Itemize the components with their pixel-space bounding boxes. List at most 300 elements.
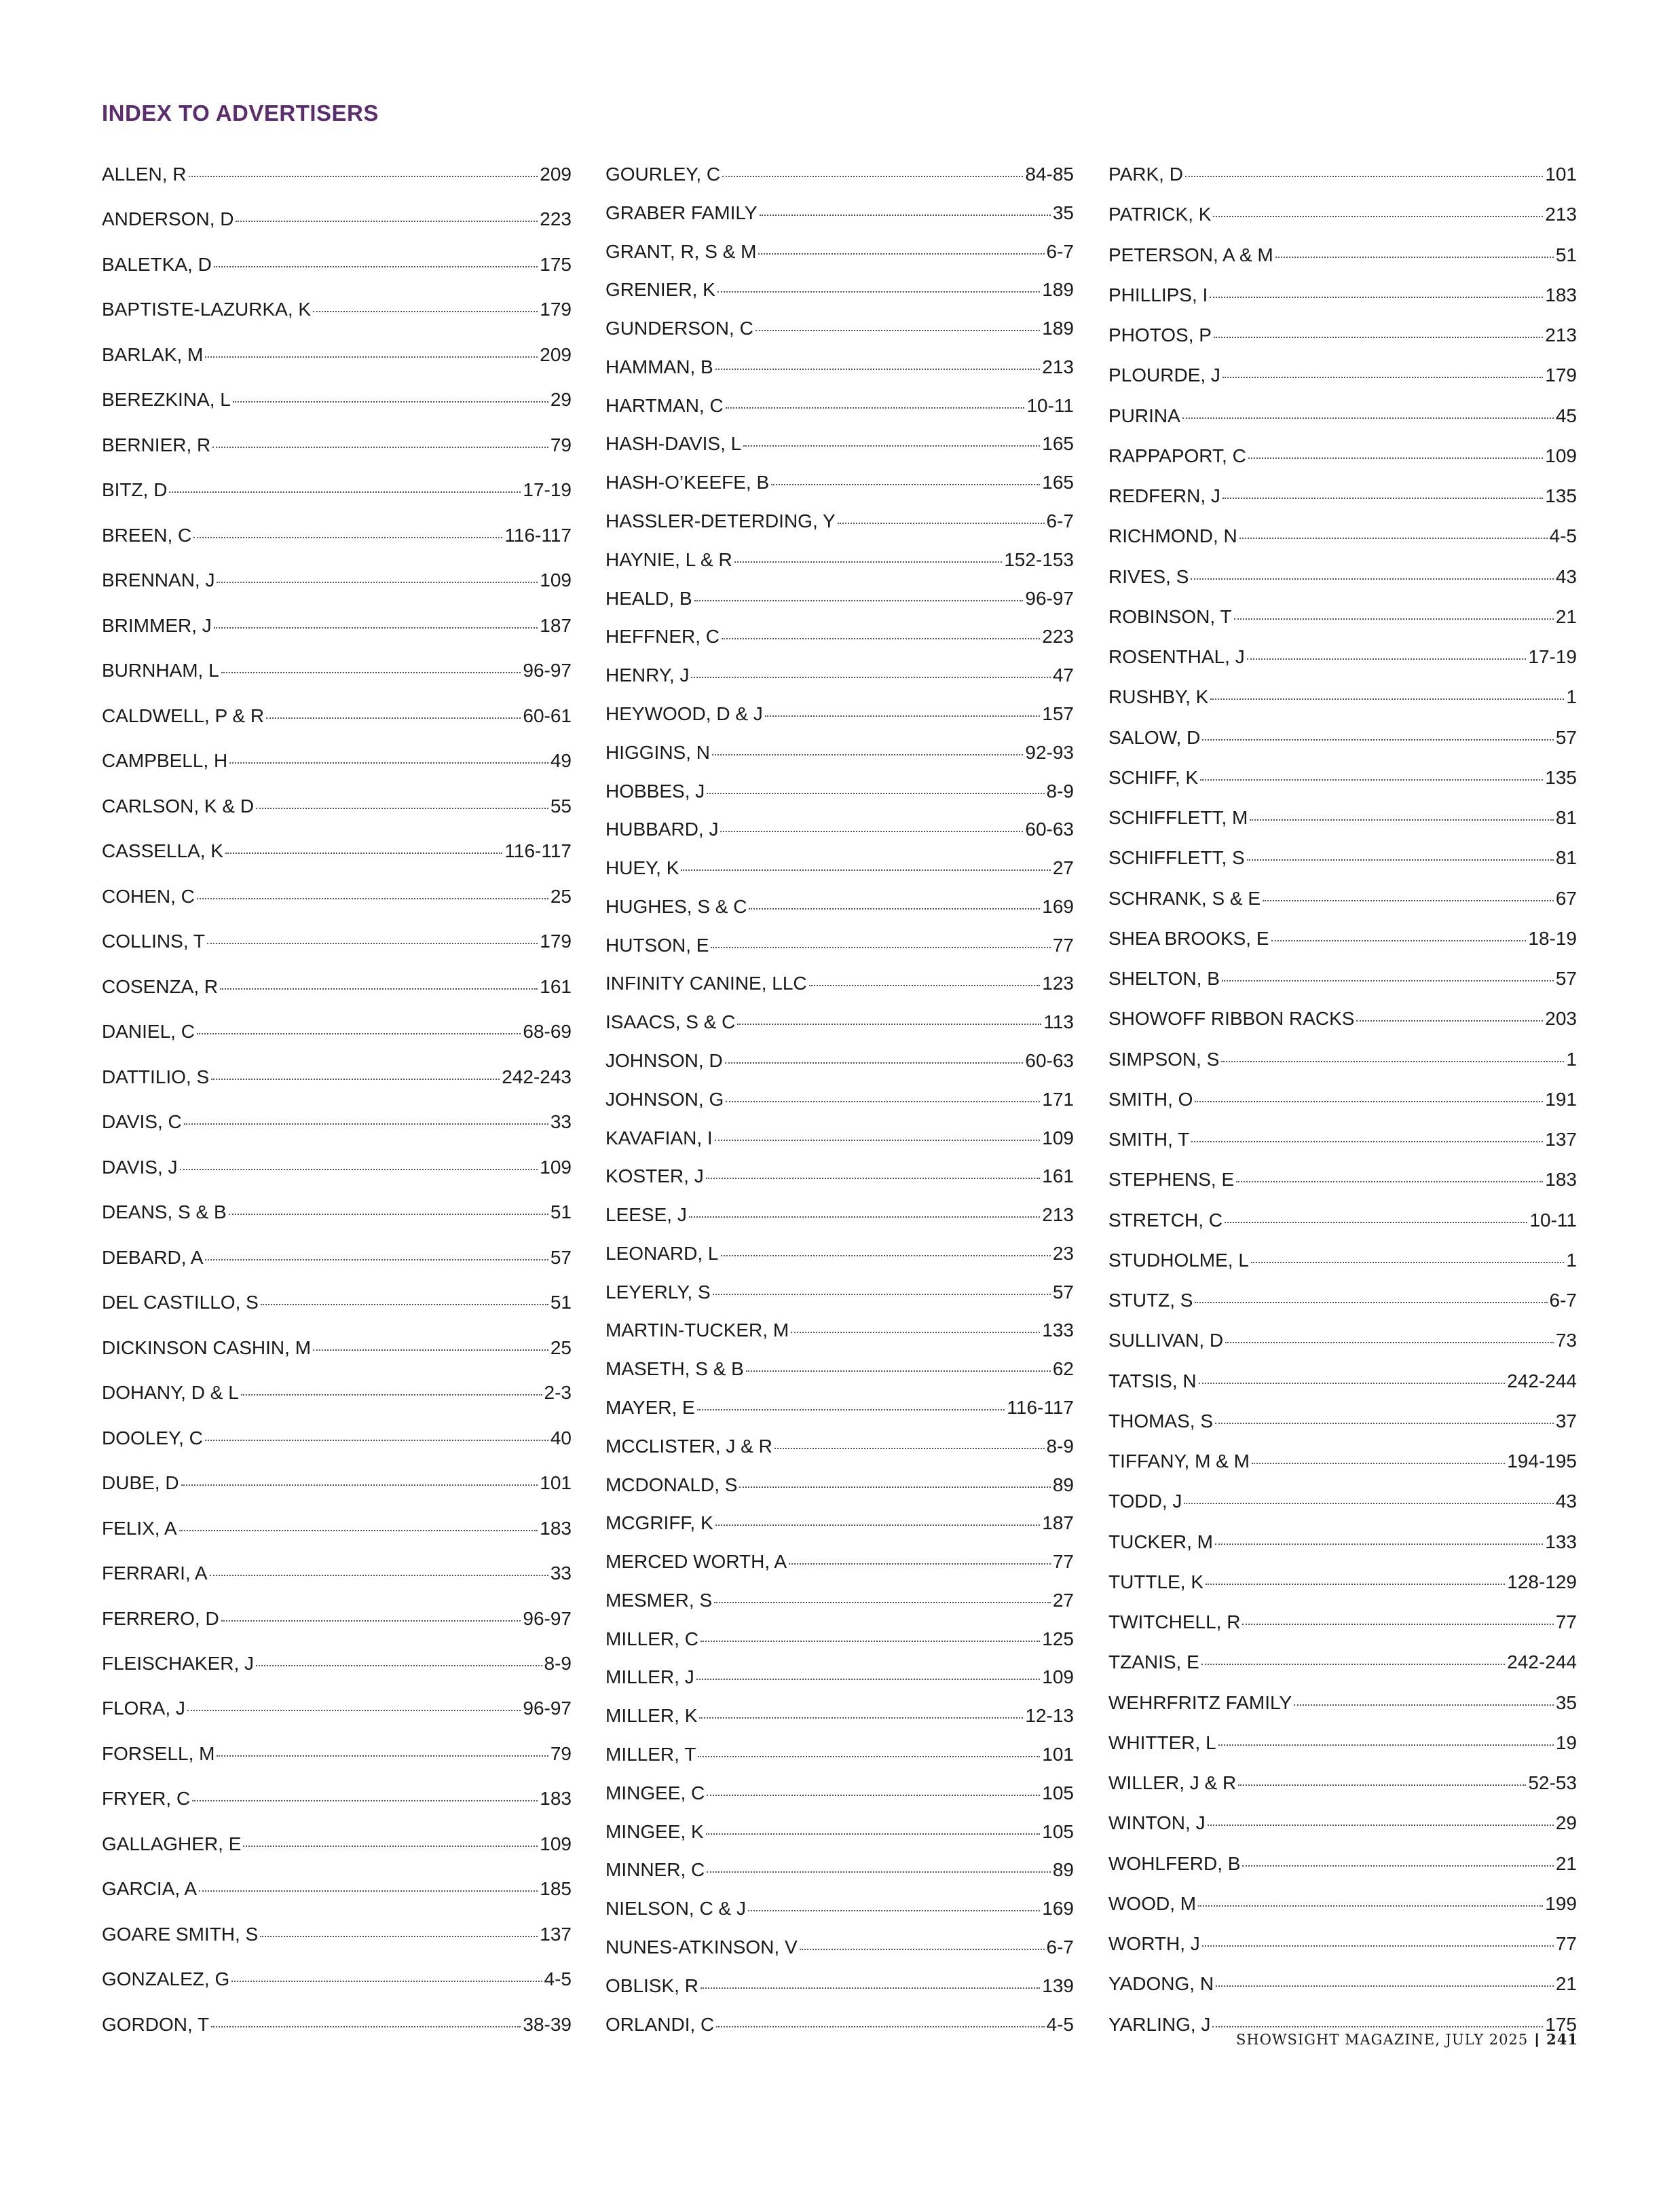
advertiser-name: PARK, D — [1108, 164, 1183, 185]
dot-leader — [1242, 1865, 1553, 1867]
index-entry — [1108, 1410, 1577, 1433]
dot-leader — [1247, 859, 1554, 861]
page-reference: 23 — [1052, 1242, 1074, 1264]
page-reference: 213 — [1042, 356, 1074, 377]
index-entry — [1108, 1370, 1577, 1393]
advertiser-name: PHOTOS, P — [1108, 324, 1212, 345]
page-reference: 194-195 — [1507, 1451, 1577, 1472]
index-entry — [102, 975, 572, 998]
advertiser-name: MILLER, T — [605, 1744, 696, 1765]
index-entry — [1108, 1732, 1577, 1755]
dot-leader — [212, 447, 548, 448]
page-reference: 96-97 — [1025, 587, 1074, 609]
page-reference: 35 — [1052, 202, 1074, 223]
index-entry — [102, 705, 572, 728]
dot-leader — [765, 715, 1040, 717]
dot-leader — [205, 356, 538, 358]
index-entry — [1108, 1691, 1577, 1715]
index-entry — [102, 1787, 572, 1810]
index-entry — [102, 885, 572, 908]
advertiser-name: BREEN, C — [102, 524, 192, 546]
page-reference: 139 — [1042, 1975, 1074, 1996]
dot-leader — [1215, 1543, 1543, 1545]
advertiser-name: GRABER FAMILY — [605, 202, 758, 223]
page-reference: 135 — [1545, 485, 1577, 506]
index-entry — [1108, 766, 1577, 789]
dot-leader — [739, 1486, 1050, 1488]
index-entry — [1108, 284, 1577, 307]
advertiser-name: DICKINSON CASHIN, M — [102, 1336, 312, 1358]
index-entry — [605, 356, 1074, 379]
index-entry — [605, 1165, 1074, 1188]
page-reference: 171 — [1042, 1088, 1074, 1110]
advertiser-name: PURINA — [1108, 405, 1180, 426]
index-entry — [1108, 565, 1577, 588]
page-reference: 55 — [550, 795, 572, 817]
index-entry — [102, 1833, 572, 1856]
page-reference: 6-7 — [1549, 1290, 1577, 1311]
dot-leader — [726, 1101, 1040, 1102]
index-entry — [605, 163, 1074, 186]
index-entry — [605, 2013, 1074, 2036]
index-entry — [605, 703, 1074, 726]
advertiser-name: FLORA, J — [102, 1698, 185, 1719]
page-reference: 116-117 — [1007, 1397, 1074, 1418]
page-reference: 213 — [1545, 204, 1577, 225]
advertiser-name: MESMER, S — [605, 1589, 713, 1611]
page-reference: 57 — [1555, 726, 1577, 748]
dot-leader — [722, 638, 1040, 639]
index-entry — [102, 1336, 572, 1360]
page-reference: 29 — [550, 389, 572, 411]
page-reference: 51 — [1555, 244, 1577, 265]
dot-leader — [1239, 538, 1548, 539]
page-reference: 1 — [1566, 1249, 1577, 1271]
advertiser-name: DEANS, S & B — [102, 1201, 227, 1223]
advertiser-name: HASSLER-DETERDING, Y — [605, 510, 836, 532]
advertiser-name: FRYER, C — [102, 1788, 191, 1810]
dot-leader — [197, 1033, 521, 1034]
page-reference: 183 — [1545, 284, 1577, 305]
page-reference: 51 — [550, 1292, 572, 1313]
page-reference: 17-19 — [523, 479, 572, 501]
dot-leader — [184, 1123, 548, 1125]
index-entry — [605, 1281, 1074, 1304]
index-entry — [102, 1427, 572, 1450]
advertiser-name: DOOLEY, C — [102, 1427, 203, 1448]
footer-page-number: 241 — [1546, 2031, 1578, 2048]
advertiser-name: KAVAFIAN, I — [605, 1127, 713, 1148]
index-entry — [102, 208, 572, 231]
page-reference: 183 — [540, 1517, 572, 1539]
dot-leader — [707, 793, 1044, 794]
page-reference: 43 — [1555, 1491, 1577, 1512]
dot-leader — [1225, 1342, 1554, 1343]
advertiser-name: PHILLIPS, I — [1108, 284, 1208, 305]
index-entry — [1108, 203, 1577, 226]
dot-leader — [758, 253, 1044, 255]
page-reference: 105 — [1042, 1782, 1074, 1803]
index-entry — [1108, 1651, 1577, 1674]
page-reference: 77 — [1052, 934, 1074, 956]
index-entry — [1108, 525, 1577, 548]
page-reference: 109 — [540, 1833, 572, 1854]
dot-leader — [1210, 297, 1543, 298]
advertiser-name: GOARE SMITH, S — [102, 1923, 259, 1945]
dot-leader — [266, 717, 521, 719]
advertiser-name: WEHRFRITZ FAMILY — [1108, 1691, 1292, 1713]
advertiser-name: WILLER, J & R — [1108, 1772, 1237, 1793]
index-entry — [102, 524, 572, 547]
page-reference: 109 — [540, 1156, 572, 1178]
page-reference: 29 — [1555, 1812, 1577, 1834]
dot-leader — [313, 1349, 548, 1351]
dot-leader — [193, 537, 502, 538]
advertiser-name: HUTSON, E — [605, 934, 709, 956]
index-entry — [1108, 1128, 1577, 1151]
advertiser-name: HEALD, B — [605, 587, 692, 609]
index-entry — [605, 818, 1074, 841]
index-entry — [1108, 405, 1577, 428]
index-entry — [1108, 1329, 1577, 1352]
advertiser-name: THOMAS, S — [1108, 1410, 1214, 1432]
advertiser-name: BRIMMER, J — [102, 614, 212, 636]
index-entry — [1108, 1289, 1577, 1312]
index-entry — [605, 587, 1074, 610]
index-entry — [605, 1782, 1074, 1805]
advertiser-name: OBLISK, R — [605, 1975, 698, 1996]
dot-leader — [749, 908, 1040, 910]
index-entry — [102, 298, 572, 321]
index-entry — [1108, 967, 1577, 990]
index-entry — [605, 394, 1074, 417]
advertiser-name: RIVES, S — [1108, 565, 1189, 587]
advertiser-name: NIELSON, C & J — [605, 1898, 746, 1920]
dot-leader — [694, 600, 1024, 601]
advertiser-name: RUSHBY, K — [1108, 686, 1209, 708]
dot-leader — [1236, 1181, 1543, 1182]
advertiser-name: ROBINSON, T — [1108, 605, 1232, 627]
index-entry — [1108, 1450, 1577, 1473]
index-entry — [1108, 485, 1577, 508]
index-entry — [605, 1203, 1074, 1227]
dot-leader — [233, 401, 548, 403]
advertiser-name: PETERSON, A & M — [1108, 244, 1273, 265]
page-reference: 109 — [1042, 1127, 1074, 1148]
dot-leader — [1247, 658, 1527, 660]
advertiser-name: MILLER, J — [605, 1666, 694, 1688]
page-reference: 81 — [1555, 847, 1577, 869]
advertiser-name: TATSIS, N — [1108, 1370, 1197, 1391]
page-reference: 135 — [1545, 766, 1577, 788]
advertiser-name: MINGEE, K — [605, 1820, 704, 1842]
index-entry — [605, 1550, 1074, 1573]
dot-leader — [1206, 1584, 1505, 1585]
advertiser-name: HENRY, J — [605, 665, 690, 686]
dot-leader — [681, 869, 1050, 871]
dot-leader — [241, 1394, 542, 1396]
page-reference: 175 — [1545, 2013, 1577, 2035]
advertiser-name: STEPHENS, E — [1108, 1169, 1235, 1191]
advertiser-name: WOOD, M — [1108, 1892, 1197, 1914]
page-reference: 40 — [550, 1427, 572, 1448]
page-reference: 21 — [1555, 605, 1577, 627]
page-reference: 89 — [1052, 1474, 1074, 1495]
advertiser-name: ROSENTHAL, J — [1108, 646, 1245, 667]
page-reference: 169 — [1042, 895, 1074, 917]
page-reference: 52-53 — [1528, 1772, 1577, 1793]
index-entry — [102, 1156, 572, 1179]
advertiser-name: KOSTER, J — [605, 1165, 704, 1187]
page-reference: 101 — [540, 1472, 572, 1494]
index-entry — [605, 972, 1074, 995]
index-entry — [102, 1472, 572, 1495]
advertiser-name: DAVIS, J — [102, 1156, 178, 1178]
dot-leader — [221, 1620, 521, 1622]
dot-leader — [1234, 618, 1554, 620]
page-reference: 84-85 — [1025, 164, 1074, 185]
advertiser-name: TZANIS, E — [1108, 1651, 1199, 1673]
page-reference: 187 — [1042, 1512, 1074, 1534]
advertiser-name: COHEN, C — [102, 885, 195, 907]
advertiser-name: ISAACS, S & C — [605, 1011, 736, 1033]
advertiser-name: REDFERN, J — [1108, 485, 1220, 506]
page-reference: 67 — [1555, 887, 1577, 909]
dot-leader — [1238, 1784, 1526, 1786]
advertiser-name: FORSELL, M — [102, 1742, 215, 1764]
dot-leader — [1218, 1744, 1554, 1746]
dot-leader — [707, 1795, 1040, 1796]
dot-leader — [774, 1448, 1045, 1449]
index-column-1 — [102, 163, 572, 2036]
page-reference: 165 — [1042, 472, 1074, 493]
dot-leader — [715, 1524, 1041, 1526]
index-entry — [605, 1743, 1074, 1766]
dot-leader — [229, 1214, 548, 1215]
advertiser-name: GALLAGHER, E — [102, 1833, 242, 1854]
index-entry — [102, 795, 572, 818]
dot-leader — [211, 2026, 521, 2027]
index-entry — [102, 569, 572, 592]
advertiser-name: STRETCH, C — [1108, 1209, 1222, 1231]
index-entry — [605, 278, 1074, 301]
page-reference: 6-7 — [1046, 240, 1074, 262]
index-entry — [1108, 1531, 1577, 1554]
page-reference: 43 — [1555, 565, 1577, 587]
advertiser-name: GONZALEZ, G — [102, 1968, 230, 1990]
advertiser-name: NUNES-ATKINSON, V — [605, 1936, 798, 1958]
dot-leader — [721, 1255, 1051, 1256]
advertiser-name: MCGRIFF, K — [605, 1512, 713, 1534]
index-entry — [102, 479, 572, 502]
advertiser-name: HOBBES, J — [605, 780, 705, 802]
page-reference: 8-9 — [1046, 780, 1074, 802]
page-reference: 183 — [1545, 1169, 1577, 1191]
advertiser-name: GRANT, R, S & M — [605, 240, 757, 262]
dot-leader — [313, 311, 538, 312]
dot-leader — [838, 523, 1045, 524]
index-entry — [102, 1968, 572, 1991]
index-entry — [102, 749, 572, 772]
page-reference: 47 — [1052, 665, 1074, 686]
dot-leader — [689, 1216, 1040, 1218]
index-entry — [605, 1396, 1074, 1419]
index-entry — [605, 895, 1074, 918]
index-entry — [1108, 846, 1577, 869]
dot-leader — [236, 221, 538, 222]
dot-leader — [261, 1304, 548, 1305]
page-reference: 12-13 — [1025, 1705, 1074, 1727]
page-reference: 10-11 — [1529, 1209, 1577, 1231]
index-entry — [605, 1011, 1074, 1034]
page-reference: 185 — [540, 1878, 572, 1900]
advertiser-name: HIGGINS, N — [605, 741, 711, 763]
index-entry — [1108, 1611, 1577, 1634]
dot-leader — [706, 1833, 1041, 1835]
index-entry — [1108, 1892, 1577, 1915]
advertiser-name: HAYNIE, L & R — [605, 548, 732, 570]
dot-leader — [771, 484, 1040, 485]
page-reference: 62 — [1052, 1358, 1074, 1380]
dot-leader — [698, 1756, 1040, 1757]
page-reference: 21 — [1555, 1973, 1577, 1995]
index-entry — [605, 625, 1074, 648]
index-entry — [605, 857, 1074, 880]
page-reference: 109 — [1042, 1666, 1074, 1688]
page-reference: 60-63 — [1025, 1049, 1074, 1071]
index-entry — [102, 1742, 572, 1765]
dot-leader — [1185, 176, 1543, 177]
page-reference: 60-63 — [1025, 819, 1074, 840]
advertiser-name: HASH-O’KEEFE, B — [605, 472, 770, 493]
dot-leader — [221, 672, 521, 673]
dot-leader — [180, 1169, 538, 1170]
page-reference: 4-5 — [544, 1968, 572, 1990]
dot-leader — [1213, 216, 1543, 217]
page-reference: 96-97 — [523, 1607, 572, 1629]
page-reference: 27 — [1052, 1589, 1074, 1611]
dot-leader — [207, 943, 538, 944]
dot-leader — [746, 1370, 1051, 1372]
advertiser-name: RICHMOND, N — [1108, 525, 1237, 547]
advertiser-name: SHOWOFF RIBBON RACKS — [1108, 1008, 1355, 1030]
dot-leader — [706, 1178, 1041, 1179]
advertiser-name: HUEY, K — [605, 857, 679, 879]
dot-leader — [789, 1563, 1051, 1565]
page-reference: 92-93 — [1025, 741, 1074, 763]
dot-leader — [701, 1987, 1040, 1989]
index-entry — [605, 664, 1074, 687]
dot-leader — [214, 266, 538, 267]
dot-leader — [1215, 1423, 1554, 1424]
advertiser-name: PATRICK, K — [1108, 204, 1212, 225]
index-entry — [1108, 1007, 1577, 1030]
index-entry — [1108, 324, 1577, 347]
footer-separator: | — [1535, 2031, 1540, 2047]
page-reference: 51 — [550, 1201, 572, 1223]
index-entry — [1108, 887, 1577, 910]
index-entry — [102, 614, 572, 637]
index-entry — [102, 163, 572, 186]
index-entry — [102, 1517, 572, 1540]
page-reference: 79 — [550, 434, 572, 455]
page-reference: 242-243 — [502, 1066, 572, 1087]
advertiser-name: SHEA BROOKS, E — [1108, 927, 1269, 949]
advertiser-name: HEFFNER, C — [605, 626, 720, 648]
index-entry — [102, 1607, 572, 1630]
advertiser-name: HUBBARD, J — [605, 819, 719, 840]
footer-publication: SHOWSIGHT MAGAZINE, JULY 2025 — [1236, 2031, 1529, 2048]
index-entry — [605, 1512, 1074, 1535]
page-reference: 57 — [1555, 968, 1577, 989]
index-entry — [102, 2013, 572, 2036]
page-reference: 77 — [1052, 1551, 1074, 1573]
advertiser-name: HAMMAN, B — [605, 356, 713, 377]
page-reference: 157 — [1042, 703, 1074, 724]
page-reference: 21 — [1555, 1852, 1577, 1874]
dot-leader — [760, 214, 1051, 216]
page-reference: 109 — [1545, 445, 1577, 466]
page-reference: 79 — [550, 1742, 572, 1764]
index-entry — [102, 1652, 572, 1675]
index-entry — [605, 1704, 1074, 1727]
page-reference: 19 — [1555, 1732, 1577, 1753]
dot-leader — [256, 1665, 542, 1666]
index-entry — [605, 1435, 1074, 1458]
advertiser-name: JOHNSON, G — [605, 1088, 724, 1110]
advertiser-name: LEONARD, L — [605, 1242, 719, 1264]
page-reference: 223 — [1042, 626, 1074, 648]
dot-leader — [1184, 1503, 1553, 1504]
dot-leader — [711, 947, 1050, 948]
dot-leader — [1191, 1141, 1543, 1142]
index-entry — [605, 934, 1074, 957]
advertiser-name: HUGHES, S & C — [605, 895, 747, 917]
dot-leader — [712, 754, 1023, 755]
advertiser-name: CARLSON, K & D — [102, 795, 255, 817]
advertiser-name: MASETH, S & B — [605, 1358, 744, 1380]
dot-leader — [734, 561, 1003, 563]
index-entry — [605, 202, 1074, 225]
index-entry — [605, 1666, 1074, 1689]
page-reference: 6-7 — [1046, 1936, 1074, 1958]
advertiser-name: DAVIS, C — [102, 1111, 182, 1133]
advertiser-name: MERCED WORTH, A — [605, 1551, 787, 1573]
advertiser-name: TODD, J — [1108, 1491, 1182, 1512]
advertiser-name: STUTZ, S — [1108, 1290, 1193, 1311]
advertiser-name: DATTILIO, S — [102, 1066, 210, 1087]
index-entry — [605, 1589, 1074, 1612]
page-reference: 60-61 — [523, 705, 572, 726]
advertiser-name: BARLAK, M — [102, 343, 204, 365]
index-entry — [1108, 605, 1577, 629]
dot-leader — [1222, 377, 1543, 378]
advertiser-name: SMITH, O — [1108, 1088, 1193, 1110]
advertiser-name: SHELTON, B — [1108, 968, 1220, 989]
page-reference: 17-19 — [1528, 646, 1577, 667]
advertiser-name: GOURLEY, C — [605, 164, 721, 185]
advertiser-name: GORDON, T — [102, 2013, 210, 2035]
index-entry — [1108, 1249, 1577, 1272]
dot-leader — [743, 445, 1040, 447]
dot-leader — [169, 491, 521, 493]
advertiser-name: TUCKER, M — [1108, 1531, 1213, 1552]
page-reference: 35 — [1555, 1691, 1577, 1713]
index-entry — [1108, 646, 1577, 669]
index-entry — [605, 741, 1074, 764]
dot-leader — [214, 627, 538, 629]
advertiser-name: SULLIVAN, D — [1108, 1330, 1224, 1351]
